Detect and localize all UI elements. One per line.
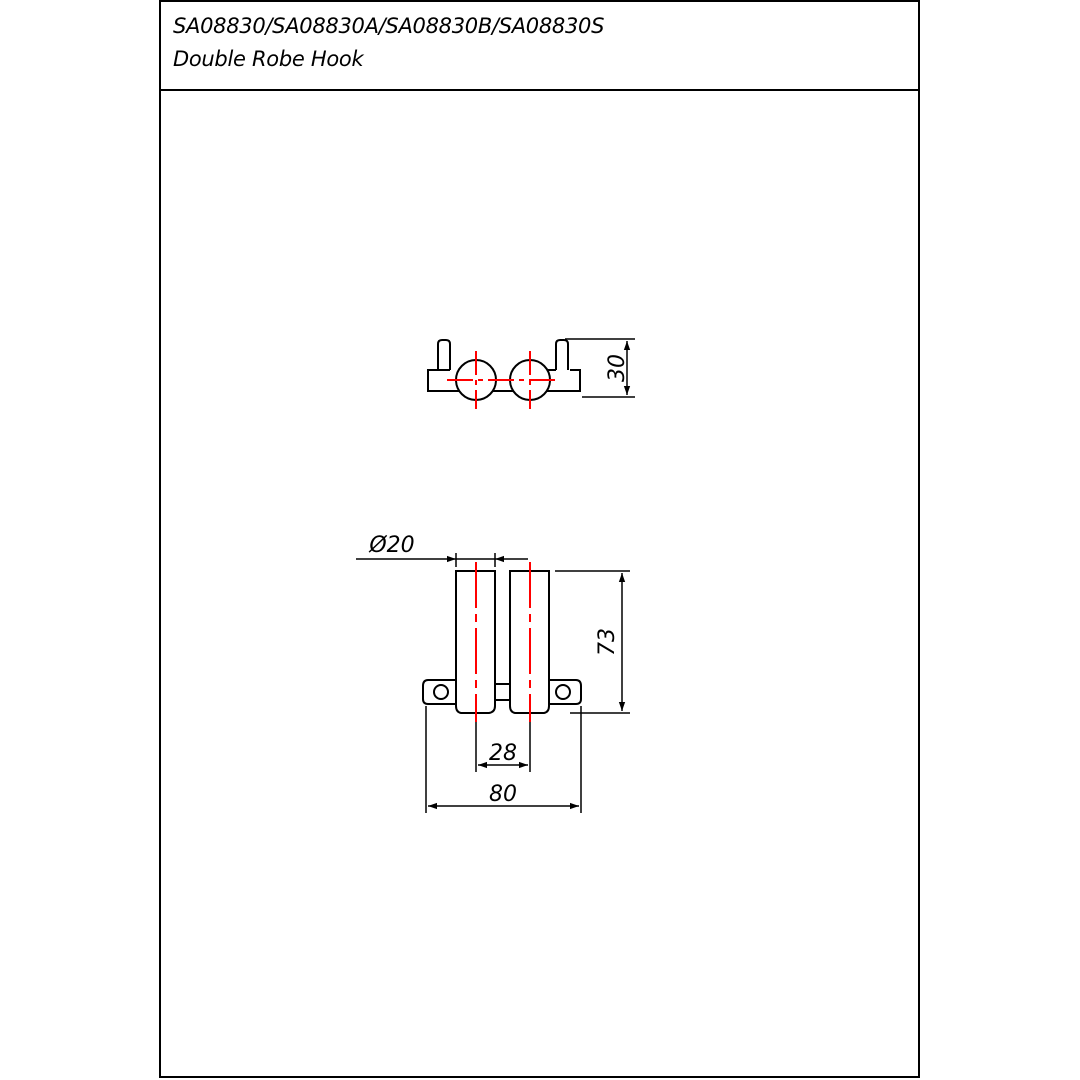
- dim-label-diameter: Ø20: [369, 533, 415, 558]
- top-view-centerlines: [447, 351, 558, 409]
- front-view-plate-right: [550, 680, 581, 704]
- screw-hole-right-icon: [556, 685, 570, 699]
- top-view-right-post: [556, 340, 568, 370]
- top-view-left-post: [438, 340, 450, 370]
- product-name: Double Robe Hook: [173, 47, 364, 71]
- dim-label-28: 28: [489, 741, 517, 766]
- dim-label-30: 30: [605, 354, 630, 382]
- front-view-plate-left: [423, 680, 455, 704]
- product-codes: SA08830/SA08830A/SA08830B/SA08830S: [173, 14, 605, 38]
- top-view: [428, 340, 580, 400]
- front-view: [423, 571, 581, 713]
- screw-hole-left-icon: [434, 685, 448, 699]
- front-view-plate-middle: [494, 684, 510, 700]
- dim-label-80: 80: [489, 782, 517, 807]
- dim-label-73: 73: [595, 628, 620, 656]
